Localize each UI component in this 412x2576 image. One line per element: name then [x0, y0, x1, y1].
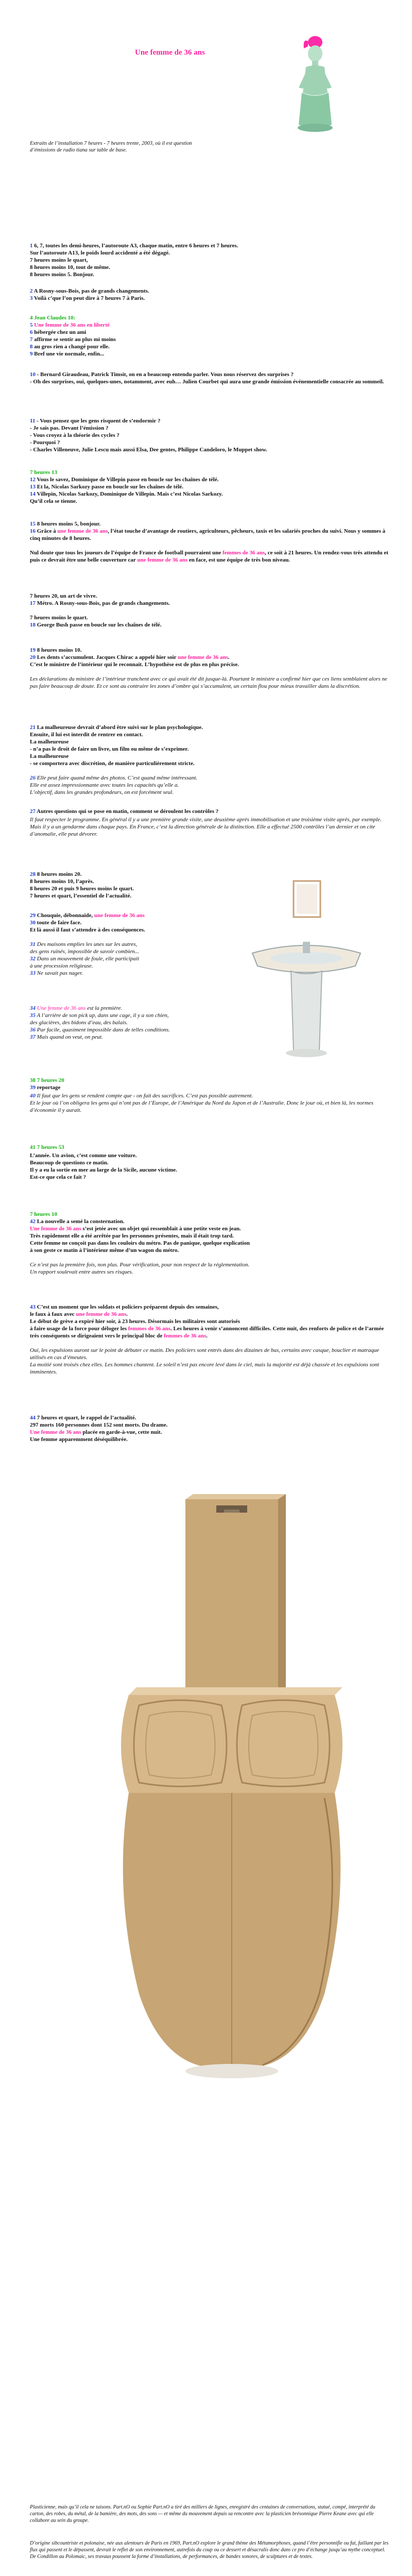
section-19: 19 8 heures moins 10. 20 Les dents s’accumulent. Jacques Chirac a appelé hier soir une femme de 36 ans. C’est le ministre de l’intérieur qui le reconnait. L’hypothèse est de plus en plus précise. Les déclarations du ministre de l’intérieur tranchent avec ce qui avait été dit jusque-là. Pourtant le ministre a confirmé hier que ces liens semblaient alors ne pas faire beaucoup de doute. Et ce sont au contraire les zones d’ombre qui s’accumulent, un certain flou pour mieux travailler dans la discrétion.: [30, 647, 387, 689]
caption-1: Plasticienne, mais qu’il cela ne taisons. Part.nO ou Sophie Part.nO a tiré des milliers de lignes, enregistré des centaines de conversations, statué, compé, interprété du carton, des robes, du métal, de la bamière, des mots, des sons — et même du mouvement depuis sa rencontre avec la plasticien brésonnique Pierre Keane avec qui elle collabore au sein du groupe.: [30, 2504, 375, 2523]
page-title: Une femme de 36 ans: [135, 48, 205, 57]
section-41: 41 7 heures 53 L’année. Un avion, c’est comme une voiture. Beaucoup de questions ce matin. Il y a eu la sortie en mer au large de la Sicile, aucune victime. Est-ce que cela ce fait ?: [30, 1144, 177, 1180]
section-12: 7 heures 13 12 Vous le savez, Dominique de Villepin passe en boucle sur les chaînes de télé. 13 Et la, Nicolas Sarkozy passe en boucle sur les chaînes de télé. 14 Villepin, Nicolas Sarkozy, Dominique de Villepin. Mais c’est Nicolas Sarkozy. Qu’il cela se tienne.: [30, 469, 223, 504]
section-44: 44 7 heures et quart, le rappel de l’actualité. 297 morts 160 personnes dont 152 sont morts. Du drame. Une femme de 36 ans placée en garde-à-vue, cette nuit. Une femme apparemment déséquilibrée.: [30, 1415, 168, 1443]
wooden-sculpture-image: [108, 1479, 355, 2117]
section-10: 10 - Bernard Giraudeau, Patrick Timsit, on en a beaucoup entendu parler. Vous nous réservez des surprises ? - Oh des surprises, oui, quelques-unes, notamment, avec euh… Julien Courbet qui aura une grande émission événementielle consacrée au sommeil.: [30, 371, 384, 385]
section-28: 28 8 heures moins 20. 8 heures moins 10, l’après. 8 heures 20 et puis 9 heures moins le quart. 7 heures et quart, l’essentiel de l’actualité.: [30, 871, 134, 899]
section-38: 38 7 heures 20 39 reportage 40 Il faut que les gens se rendent compte que - on fait des sacrifices. C’est pas possible autrement. Et le jour où l’on obligera les gens qui n’ont pas de l’Europe, de l’Amérique du Nord du Japon et de l’Australie. Donc le jour où, et bien là, les normes d’économie il y aurait.: [30, 1077, 374, 1113]
section-21: 21 La malheureuse devrait d’abord être suivi sur le plan psychologique. Ensuite, il lui est interdit de rentrer en contact. La malheureuse - n’a pas le droit de faire un livre, un film ou même de s’exprimer. La malheureuse - se comportera avec discrétion, de manière particulièrement stricte. 26 Elle peut faire quand même des photos. C’est quand même intéressant. Elle est assez impressionnante avec toutes les capacités qu’elle a. L’objectif, dans les grandes profondeurs, on est forcément seul.: [30, 724, 203, 795]
figurine-image: [293, 31, 339, 139]
sink-image: [242, 876, 371, 1066]
intro-text: Extraits de l’installation 7 heures - 7 heures trente, 2003, où il est question d’émissions de radio tiana sur table de base.: [30, 141, 192, 153]
section-11: 11 - Vous pensez que les gens risquent de s’endormir ? - Je sais pas. Devant l’émission ? - Vous croyez à la théorie des cycles ? - Pourquoi ? - Charles Villeneuve, Julie Lescu mais aussi Elsa, Dee gentes, Philippe Candeloro, le Muppet show.: [30, 418, 267, 453]
section-43: 43 C’est un moment que les soldats et policiers préparent depuis des semaines, le faux à faux avec une femme de 36 ans. Le début de grève a expiré hier soir, à 23 heures. Désormais les militaires sont autorisés à faire usage de la force pour déloger les femmes de 36 ans. Les heures à venir s’annoncent difficiles. Cette nuit, des renforts de police et de l’armée très conséquents se dirigeaient vers le principal bloc de femmes de 36 ans. Oui, les expulsions auront sur le point de débuter ce matin. Des policiers sont entrés dans des dizaines de bus, certains avec casque, bouclier et matraque utilisés en cas d’émeutes. La moitié sont troisés chez elles. Les hommes chantent. Le soleil n’est pas encore levé dans le ciel, mais la majorité est déjà chassée et les expulsions sont imminentes.: [30, 1304, 384, 1375]
section-17: 7 heures 20, un art de vivre. 17 Métro. A Rosny-sous-Bois, pas de grands changements. 7 heures moins le quart. 18 George Bush passe en boucle sur les chaînes de télé.: [30, 593, 170, 628]
section-4: 4 Jean Claudes 10: 5 Une femme de 36 ans en liberté 6 hébergée chez un ami 7 affirme se sentir au plus mi moins 8 au gros rien a changé pour elle. 9 Bref une vie normale, enfin...: [30, 315, 116, 357]
section-1: 1 6, 7, toutes les demi-heures, l’autoroute A3, chaque matin, entre 6 heures et 7 heures. Sur l’autoroute A13, le poids lourd accidenté a été dégagé. 7 heures moins le quart, 8 heures moins 10, tout de même. 8 heures moins 5. Bonjour.: [30, 243, 238, 278]
section-29: 29 Chouquie, débonnaide, une femme de 36 ans 30 toute de faire face. Et là aussi il faut s’attendre à des conséquences. 31 Des maisons emplies les unes sur les autres, des gens ruinés, impossible de savoir combien... 32 Dans un mouvement de foule, elle participait à une procession religieuse. 33 Ne savait pas nager.: [30, 912, 145, 976]
section-2: 2 A Rosny-sous-Bois, pas de grands changements. 3 Voilà c’que l’on peut dire à 7 heures 7 à Paris.: [30, 288, 149, 301]
section-34: 34 Une femme de 36 ans est la première. 35 A l’arrière de son pick up, dans une cage, il y a son chien, des glacières, des bidons d’eau, des balais. 36 Par facile, quasiment impossible dans de telles conditions. 37 Mais quand on veut, on peut.: [30, 1005, 170, 1040]
section-15: 15 8 heures moins 5, bonjour. 16 Grâce à une femme de 36 ans, l’état touche d’avantage de routiers, agriculteurs, pêcheurs, taxis et les salariés proches du suivi. Nous y sommes à cinq minutes de 8 heures. Nul doute que tous les joueurs de l’équipe de France de football pourraient une femmes de 36 ans, ce soit à 21 heures. Un rendez-vous très attendu et puis ce devrait être une belle couverture car une femme de 36 ans en face, est une équipe de très bon niveau.: [30, 521, 388, 563]
caption-2: D’origine sibcountriste et polonaise, née aux alentours de Paris en 1969, Part.nO explore le grand thème des Métamorphoses, quand l’être personnifie ou fut, faillant par les flux qui passent et le dépassent, devrait le reflet de son environnement, autrefois du coup ou ce dessert et désacralis donc dans ce pro d’échange jusqu’au mythe conceptuel. De Condillon au Polomaic, ses travaux poussent la forme d’installations, de performances, de bandes sonores, de sculptures et de textes.: [30, 2540, 389, 2560]
section-27: 27 Autres questions qui se pose en matin, comment se déroulent les contrôles ? Il faut respecter le programme. En général il y a une première grande visite, une deuxième après immobilisation et une troisième visite après, par exemple. Mais il y a un gendarme dans chaque pays. En France, c’est la direction générale de la distinction. Elle a effectué 2500 contrôles l’an dernier et on cite d’anomalie, elle peut dévorer.: [30, 808, 382, 837]
section-42: 7 heures 10 42 La nouvelle a semé la consternation. Une femme de 36 ans s’est jetée avec un objet qui ressemblait à une petite veste en jean. Très rapidement elle a été arrêtée par les personnes présentes, mais il était trop tard. Cette femme ne conçoit pas dans les couloirs du métro. Pas de panique, quelque explication à son geste ce matin à l’intérieur même d’un wagon du métro. Ce n’est pas la première fois, non plus. Pour vérification, pour non respect de la réglementation. Un rapport soulevait entre autres ses risques.: [30, 1211, 250, 1275]
